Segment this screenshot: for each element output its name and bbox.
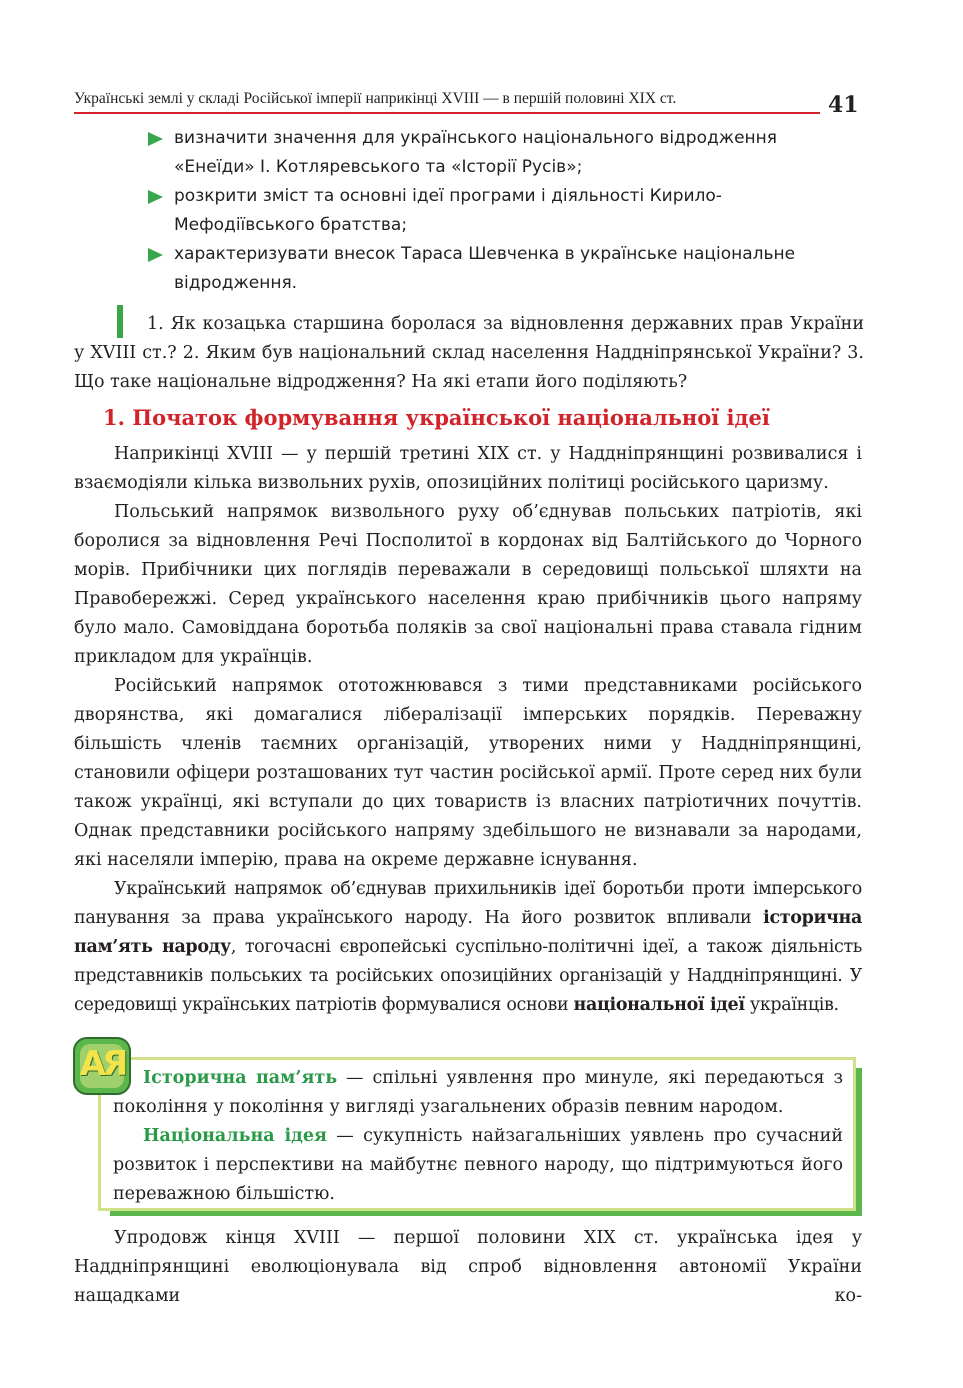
- learning-goals-list: [148, 124, 848, 298]
- paragraph: Упродовж кінця XVIII — першої половини XIX ст. українська ідея у Наддніпрянщині еволюціонувала від спроб відновлення автономії України нащадками ко-: [74, 1228, 862, 1306]
- goal-text: розкрити зміст та основні ідеї програми і діяльності Кирило-Мефодіївського братства;: [174, 186, 722, 235]
- definition-text: — спільні уявлення про минуле, які передаються з покоління у покоління у вигляді узагальнених образів певним народом.: [113, 1068, 843, 1117]
- key-term: історична пам’ять народу: [74, 908, 862, 957]
- paragraph: Російський напрямок ототожнювався з тими представниками російського дворянства, які домагалися лібералізації імперських порядків. Переважну більшість членів таємних організацій, утворених ними у Наддніпрянщині, становили офіцери розташованих тут частин російської армії. Проте серед них були також українці, які вступали до цих товариств із власних патріотичних почуттів. Однак представники російського напряму здебільшого не визнавали за народами, які населяли імперію, права на окреме державне існування.: [74, 676, 862, 870]
- definition-text: — сукупність найзагальніших уявлень про сучасний розвиток і перспективи на майбутнє певного народу, що підтримуються його переважною більшістю.: [113, 1126, 844, 1204]
- paragraph-with-key-terms: [74, 875, 862, 1020]
- goal-item: [148, 124, 848, 182]
- defined-term: Національна ідея: [143, 1126, 327, 1146]
- section-body: [74, 440, 862, 1020]
- triangle-bullet-icon: [148, 190, 163, 204]
- header-rule: [74, 112, 820, 114]
- paragraph: Польський напрямок визвольного руху об’єднував польських патріотів, які боролися за відновлення Речі Посполитої в кордонах від Балтійського до Чорного морів. Прибічники цих поглядів переважали в середовищі польської шляхти на Правобережжі. Серед українського населення краю прибічників цього напряму було мало. Самовіддана боротьба поляків за свої національні права ставала гідним прикладом для українців.: [74, 502, 862, 667]
- triangle-bullet-icon: [148, 132, 163, 146]
- definition: [113, 1122, 843, 1209]
- goal-text: характеризувати внесок Тараса Шевченка в українське національне відродження.: [174, 244, 796, 293]
- running-header: Українські землі у складі Російської імперії наприкінці XVIII — в першій половині XIX ст.: [74, 90, 677, 107]
- review-questions: [74, 310, 864, 397]
- dictionary-icon: [73, 1037, 131, 1095]
- goal-item: [148, 240, 848, 298]
- paragraph-text: українців.: [744, 995, 839, 1015]
- review-text: 1. Як козацька старшина боролася за відновлення державних прав України у XVIII ст.? 2. Яким був національний склад населення Наддніпрянської України? 3. Що таке національне відродження? На які етапи його поділяють?: [74, 314, 864, 392]
- defined-term: Історична пам’ять: [143, 1068, 338, 1088]
- paragraph: Наприкінці XVIII — у першій третині XIX ст. у Наддніпрянщині розвивалися і взаємодіяли кілька визвольних рухів, опозиційних політиці російського царизму.: [74, 444, 862, 493]
- dictionary-icon-letters: АЯ: [79, 1044, 125, 1084]
- definition: [113, 1064, 843, 1122]
- section-title: 1. Початок формування української національної ідеї: [103, 405, 770, 430]
- goal-text: визначити значення для українського національного відродження «Енеїди» І. Котляревського та «Історії Русів»;: [174, 128, 777, 177]
- paragraph-text: , тогочасні європейські суспільно-політичні ідеї, а також діяльність представників польських та російських опозиційних організацій у Наддніпрянщині. У середовищі українських патріотів формувалися основи: [74, 937, 862, 1015]
- paragraph-text: Український напрямок об’єднував прихильників ідеї боротьби проти імперського панування за права українського народу. На його розвиток впливали: [74, 879, 862, 928]
- key-term: національної ідеї: [573, 995, 745, 1015]
- closing-paragraph: [74, 1224, 862, 1311]
- definitions: [113, 1064, 843, 1209]
- goal-item: [148, 182, 848, 240]
- triangle-bullet-icon: [148, 248, 163, 262]
- page-number: 41: [828, 92, 859, 118]
